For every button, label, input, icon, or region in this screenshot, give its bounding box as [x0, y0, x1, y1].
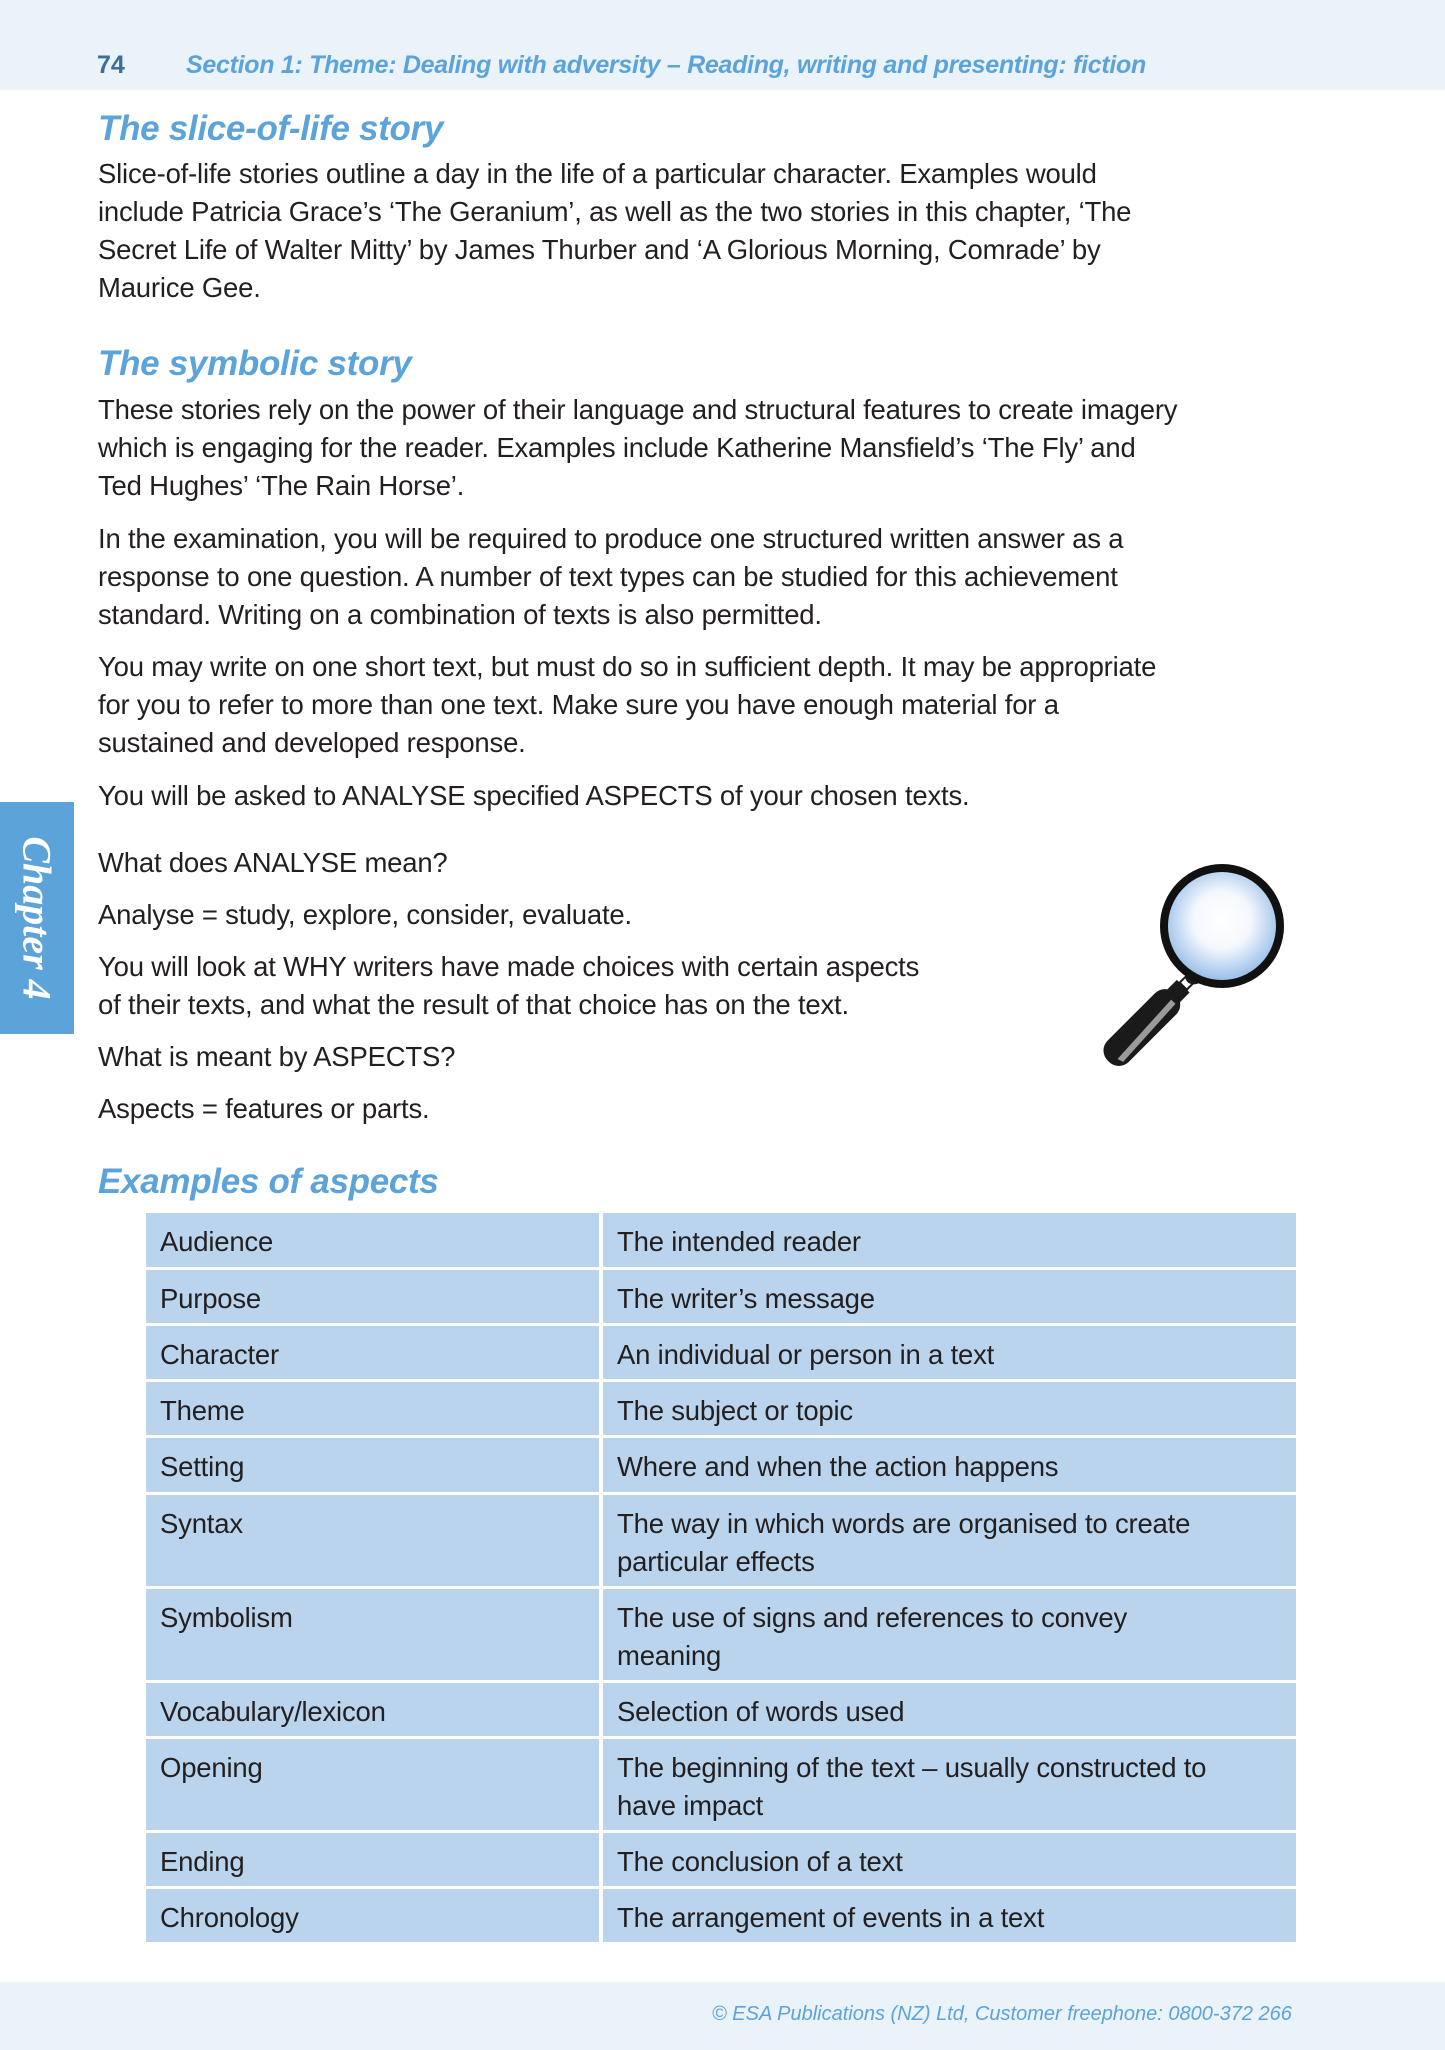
text-line: You may write on one short text, but must do so in sufficient depth. It may be appropriate	[98, 651, 1157, 682]
magnifying-glass-icon	[1050, 858, 1310, 1098]
text-line: You will be asked to ANALYSE specified ASPECTS of your chosen texts.	[98, 780, 970, 811]
text-line: for you to refer to more than one text. Make sure you have enough material for a	[98, 689, 1059, 720]
table-row	[146, 1589, 1296, 1680]
text-line: of their texts, and what the result of that choice has on the text.	[98, 989, 849, 1020]
text-line: Setting	[160, 1451, 245, 1482]
definition-cell	[603, 1270, 1296, 1323]
text-line: The use of signs and references to convey	[617, 1602, 1128, 1633]
aspect-cell	[146, 1589, 599, 1680]
paragraph-why-writers	[98, 948, 919, 1024]
text-line: Theme	[160, 1395, 245, 1426]
footer-copyright: © ESA Publications (NZ) Ltd, Customer freephone: 0800-372 266	[712, 2003, 1292, 2025]
heading-examples-of-aspects: Examples of aspects	[98, 1162, 439, 1201]
question-aspects	[98, 1038, 455, 1076]
table-row	[146, 1495, 1296, 1586]
aspect-cell	[146, 1739, 599, 1830]
definition-cell	[603, 1889, 1296, 1942]
text-line: particular effects	[617, 1546, 815, 1577]
text-line: The arrangement of events in a text	[617, 1902, 1045, 1933]
aspect-cell	[146, 1495, 599, 1586]
text-line: The way in which words are organised to create	[617, 1508, 1191, 1539]
aspect-cell	[146, 1382, 599, 1435]
definition-cell	[603, 1589, 1296, 1680]
text-line: The subject or topic	[617, 1395, 853, 1426]
text-line: meaning	[617, 1640, 722, 1671]
definition-cell	[603, 1683, 1296, 1736]
table-row	[146, 1739, 1296, 1830]
heading-symbolic-story: The symbolic story	[98, 344, 412, 383]
text-line: Purpose	[160, 1283, 262, 1314]
paragraph-slice-of-life	[98, 155, 1131, 307]
paragraph-examination	[98, 520, 1123, 634]
question-analyse	[98, 844, 448, 882]
table-row	[146, 1270, 1296, 1323]
text-line: Selection of words used	[617, 1696, 905, 1727]
table-row	[146, 1382, 1296, 1435]
chapter-tab-label: Chapter 4	[14, 836, 60, 1000]
text-line: standard. Writing on a combination of texts is also permitted.	[98, 599, 822, 630]
text-line: The conclusion of a text	[617, 1846, 903, 1877]
text-line: The beginning of the text – usually constructed to	[617, 1752, 1207, 1783]
definition-cell	[603, 1833, 1296, 1886]
aspect-cell	[146, 1213, 599, 1267]
aspect-cell	[146, 1438, 599, 1492]
text-line: Aspects = features or parts.	[98, 1093, 430, 1124]
definition-cell	[603, 1213, 1296, 1267]
text-line: Syntax	[160, 1508, 243, 1539]
text-line: Ted Hughes’ ‘The Rain Horse’.	[98, 470, 465, 501]
text-line: include Patricia Grace’s ‘The Geranium’, as well as the two stories in this chapter, ‘The	[98, 196, 1132, 227]
paragraph-short-text	[98, 648, 1156, 762]
definition-cell	[603, 1326, 1296, 1379]
aspect-cell	[146, 1889, 599, 1942]
text-line: Ending	[160, 1846, 245, 1877]
chapter-tab	[0, 802, 74, 1034]
paragraph-symbolic	[98, 391, 1177, 505]
text-line: Where and when the action happens	[617, 1451, 1059, 1482]
text-line: An individual or person in a text	[617, 1339, 995, 1370]
text-line: What does ANALYSE mean?	[98, 847, 448, 878]
text-line: Vocabulary/lexicon	[160, 1696, 386, 1727]
table-row	[146, 1889, 1296, 1942]
aspect-cell	[146, 1326, 599, 1379]
text-line: which is engaging for the reader. Examples include Katherine Mansfield’s ‘The Fly’ and	[98, 432, 1136, 463]
text-line: The intended reader	[617, 1226, 861, 1257]
text-line: Secret Life of Walter Mitty’ by James Thurber and ‘A Glorious Morning, Comrade’ by	[98, 234, 1101, 265]
paragraph-analyse-aspects	[98, 777, 969, 815]
text-line: The writer’s message	[617, 1283, 875, 1314]
text-line: You will look at WHY writers have made choices with certain aspects	[98, 951, 920, 982]
definition-cell	[603, 1739, 1296, 1830]
text-line: sustained and developed response.	[98, 727, 526, 758]
table-row	[146, 1213, 1296, 1267]
aspect-cell	[146, 1683, 599, 1736]
page-number: 74	[97, 51, 125, 79]
text-line: Audience	[160, 1226, 274, 1257]
table-row	[146, 1833, 1296, 1886]
text-line: response to one question. A number of text types can be studied for this achievement	[98, 561, 1118, 592]
definition-cell	[603, 1382, 1296, 1435]
answer-analyse	[98, 896, 632, 934]
running-head: Section 1: Theme: Dealing with adversity – Reading, writing and presenting: fiction	[186, 51, 1146, 79]
text-line: Maurice Gee.	[98, 272, 261, 303]
definition-cell	[603, 1495, 1296, 1586]
definition-cell	[603, 1438, 1296, 1492]
text-line: Symbolism	[160, 1602, 293, 1633]
text-line: Character	[160, 1339, 279, 1370]
text-line: What is meant by ASPECTS?	[98, 1041, 456, 1072]
table-row	[146, 1438, 1296, 1492]
answer-aspects	[98, 1090, 429, 1128]
aspect-cell	[146, 1270, 599, 1323]
text-line: In the examination, you will be required to produce one structured written answer as a	[98, 523, 1124, 554]
table-row	[146, 1683, 1296, 1736]
aspect-cell	[146, 1833, 599, 1886]
text-line: Analyse = study, explore, consider, evaluate.	[98, 899, 632, 930]
table-row	[146, 1326, 1296, 1379]
text-line: Slice-of-life stories outline a day in the life of a particular character. Examples would	[98, 158, 1097, 189]
text-line: These stories rely on the power of their language and structural features to create imagery	[98, 394, 1178, 425]
heading-slice-of-life: The slice-of-life story	[98, 109, 444, 148]
text-line: Chronology	[160, 1902, 299, 1933]
text-line: have impact	[617, 1790, 764, 1821]
text-line: Opening	[160, 1752, 263, 1783]
